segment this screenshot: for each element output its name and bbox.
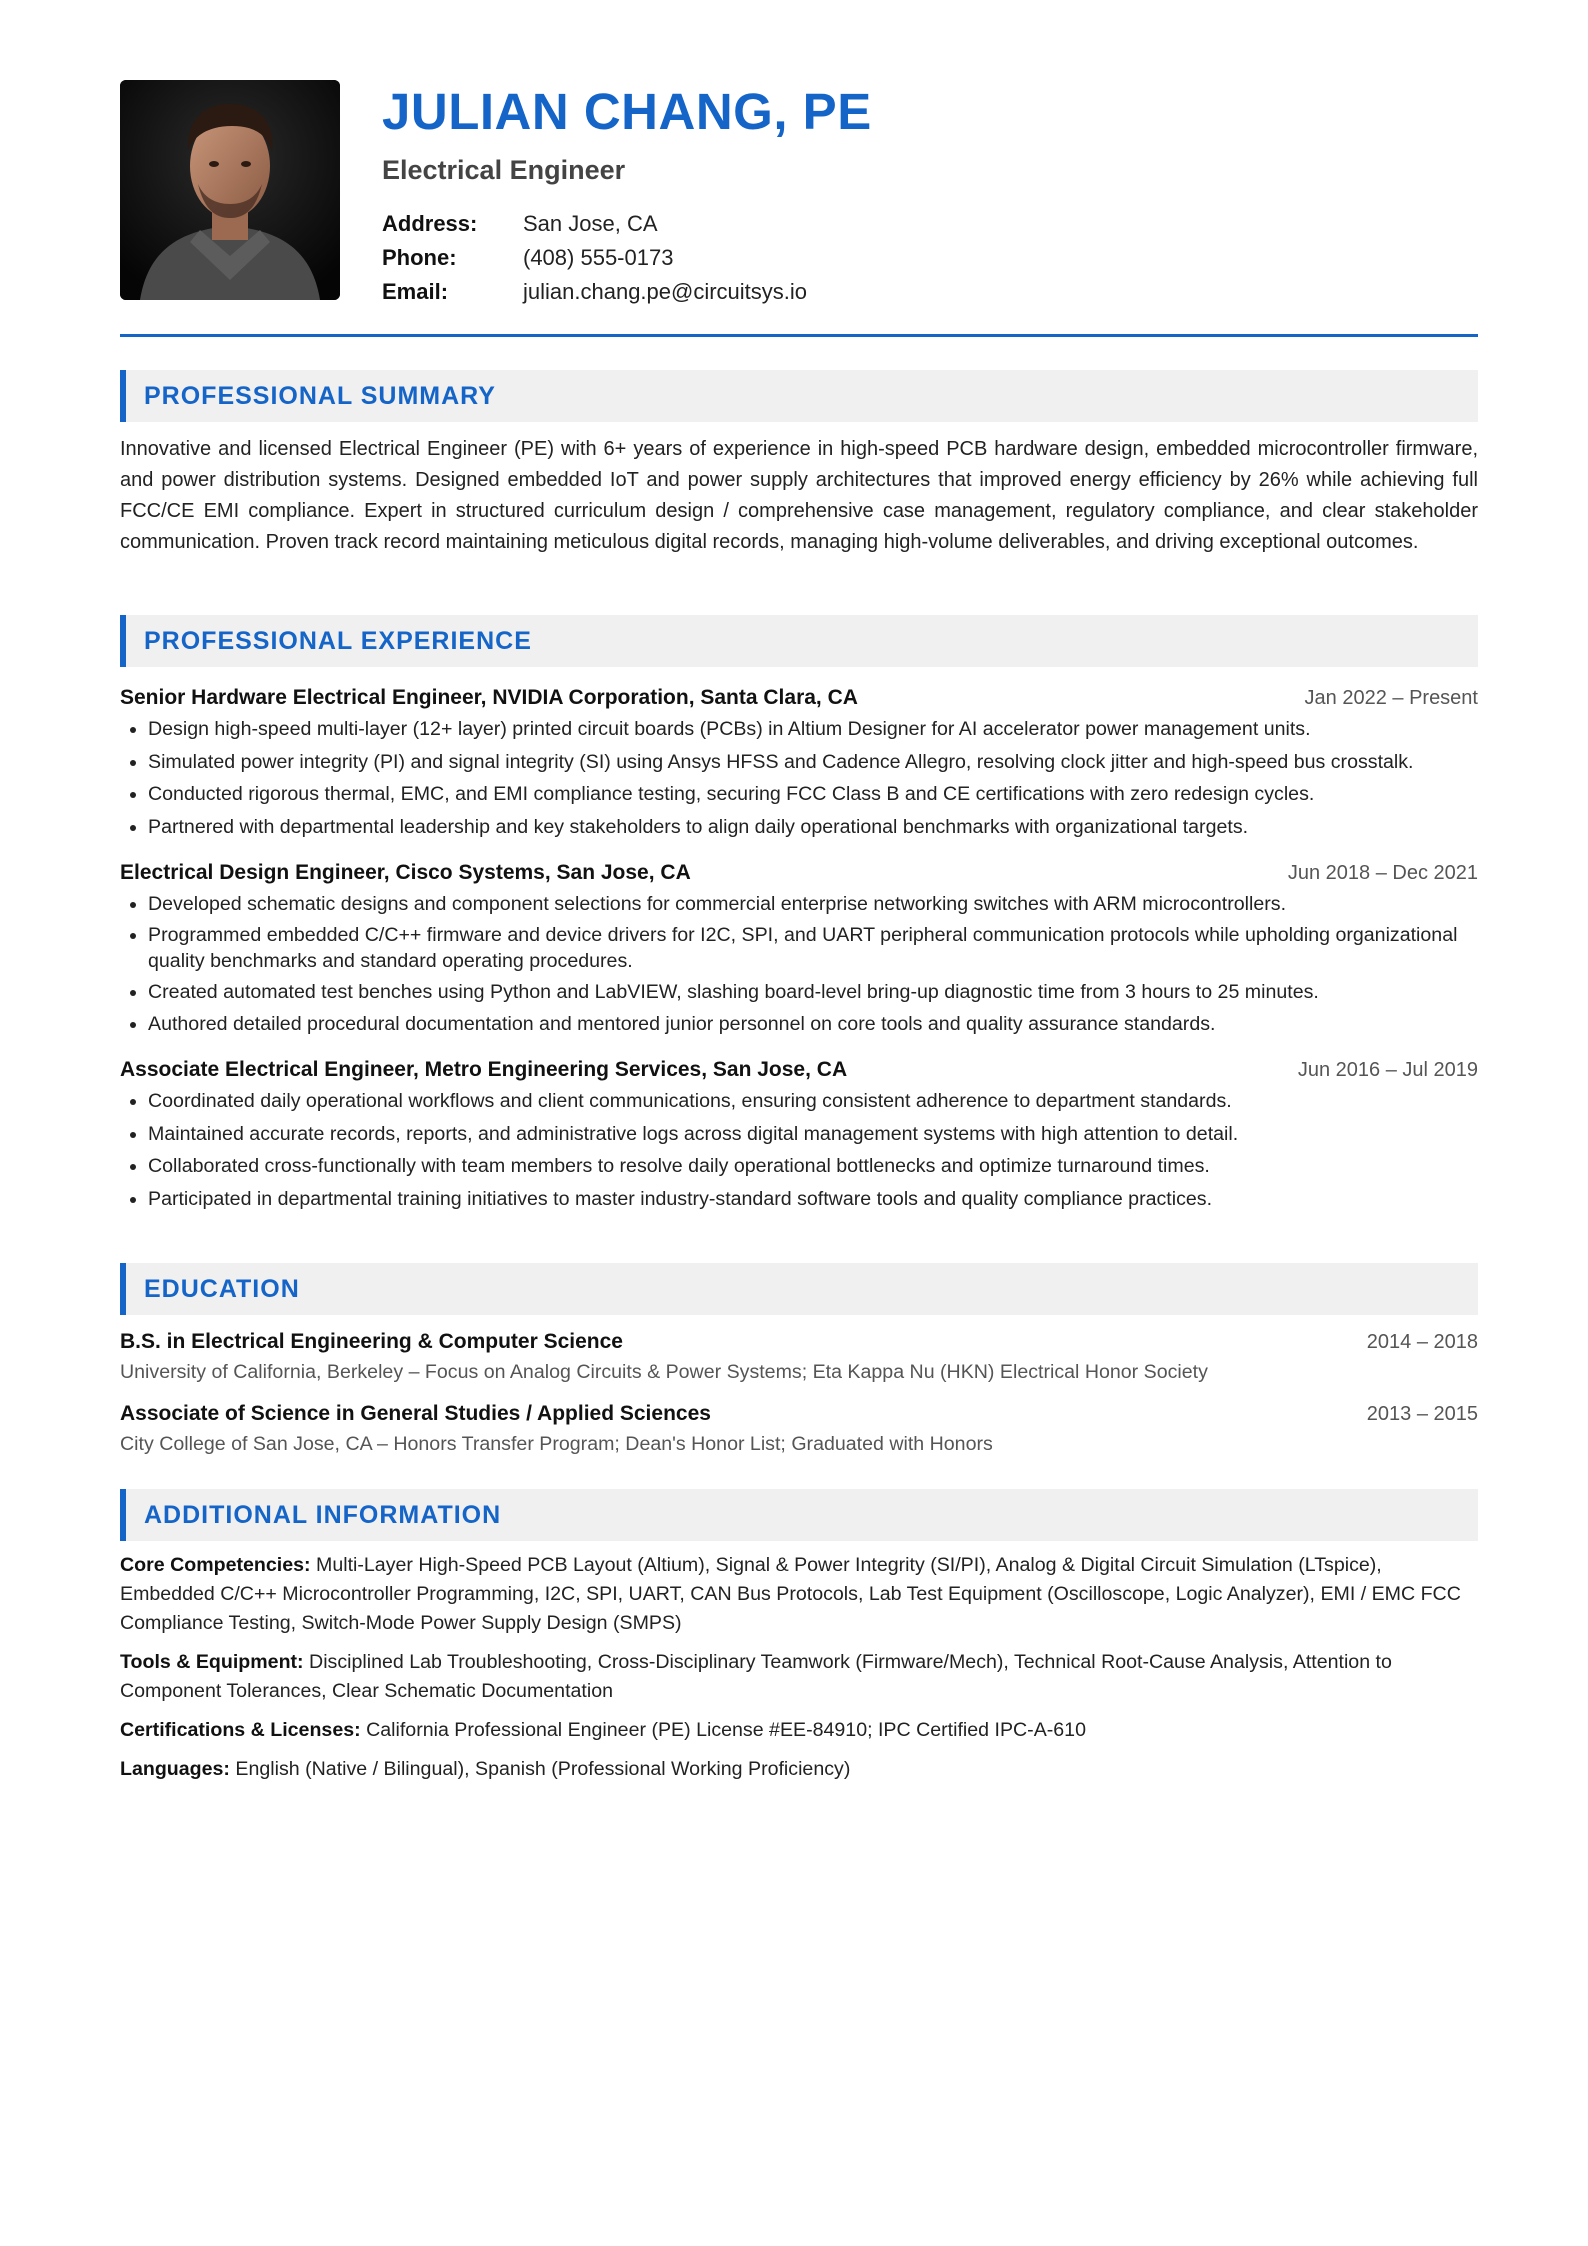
education-entry: [120, 1399, 1478, 1459]
list-item: • Maintained accurate records, reports, and administrative logs across digital management systems with high attention to detail.: [148, 1120, 1478, 1149]
degree-title: B.S. in Electrical Engineering & Computer Science: [120, 1330, 623, 1353]
job-bullets: [120, 715, 1478, 842]
section-heading: EDUCATION: [120, 1263, 1478, 1315]
contact-address: [382, 207, 807, 241]
contact-label: Phone:: [382, 245, 457, 270]
list-item: • Authored detailed procedural documentation and mentored junior personnel on core tools and quality assurance standards.: [148, 1010, 1478, 1039]
summary-section: [120, 370, 1478, 558]
info-label: Certifications & Licenses:: [120, 1719, 361, 1741]
contact-phone: [382, 241, 807, 275]
info-item: [120, 1755, 1478, 1784]
job-title: Associate Electrical Engineer, Metro Engineering Services, San Jose, CA: [120, 1058, 848, 1081]
experience-section: [120, 615, 1478, 1217]
job-bullets: [120, 1087, 1478, 1214]
job-dates: Jan 2022 – Present: [1304, 687, 1478, 709]
contact-label: Address:: [382, 211, 478, 236]
education-entry: [120, 1327, 1478, 1387]
list-item: • Coordinated daily operational workflows and client communications, ensuring consistent adherence to department standards.: [148, 1087, 1478, 1116]
contact-info: [382, 207, 807, 309]
info-item: [120, 1551, 1478, 1638]
info-label: Core Competencies:: [120, 1554, 311, 1576]
list-item: • Collaborated cross-functionally with team members to resolve daily operational bottlenecks and optimize turnaround times.: [148, 1152, 1478, 1181]
job-header: [120, 1055, 1478, 1085]
education-detail: University of California, Berkeley – Focus on Analog Circuits & Power Systems; Eta Kappa Nu (HKN) Electrical Honor Society: [120, 1361, 1208, 1383]
email-value: julian.chang.pe@circuitsys.io: [523, 279, 808, 304]
job-entry: [120, 858, 1478, 1040]
list-item: • Participated in departmental training initiatives to master industry-standard software tools and quality compliance practices.: [148, 1185, 1478, 1214]
list-item: • Conducted rigorous thermal, EMC, and EMI compliance testing, securing FCC Class B and CE certifications with zero redesign cycles.: [148, 780, 1478, 809]
job-bullets: [120, 890, 1478, 1040]
resume-header: [120, 80, 1478, 304]
info-item: [120, 1648, 1478, 1706]
info-text: Multi-Layer High-Speed PCB Layout (Altium), Signal & Power Integrity (SI/PI), Analog & Digital Circuit Simulation (LTspice), Embedded C/C++ Microcontroller Programming, I2C, SPI, UART, CAN Bus Protocols, Lab Test Equipment (Oscilloscope, Logic Analyzer), EMI / EMC FCC Compliance Testing, Switch-Mode Power Supply Design (SMPS): [120, 1554, 1461, 1634]
job-header: [120, 858, 1478, 888]
job-entry: [120, 1055, 1478, 1214]
section-heading: ADDITIONAL INFORMATION: [120, 1489, 1478, 1541]
summary-text: Innovative and licensed Electrical Engineer (PE) with 6+ years of experience in high-speed PCB hardware design, embedded microcontroller firmware, and power distribution systems. Designed embedded IoT and power supply architectures that improved energy efficiency by 26% while achieving full FCC/CE EMI compliance. Expert in structured curriculum design / comprehensive case management, regulatory compliance, and clear stakeholder communication. Proven track record maintaining meticulous digital records, managing high-volume deliverables, and driving exceptional outcomes.: [120, 438, 1478, 553]
info-label: Tools & Equipment:: [120, 1651, 304, 1673]
header-divider: [120, 334, 1478, 337]
degree-title: Associate of Science in General Studies / Applied Sciences: [120, 1402, 711, 1425]
additional-section: [120, 1489, 1478, 1784]
info-item: [120, 1716, 1478, 1745]
candidate-name: JULIAN CHANG, PE: [382, 83, 872, 140]
contact-label: Email:: [382, 279, 449, 304]
education-header: [120, 1327, 1478, 1357]
info-text: Disciplined Lab Troubleshooting, Cross-Disciplinary Teamwork (Firmware/Mech), Technical Root-Cause Analysis, Attention to Component Tolerances, Clear Schematic Documentation: [120, 1651, 1392, 1702]
contact-email: [382, 275, 807, 309]
list-item: • Partnered with departmental leadership and key stakeholders to align daily operational benchmarks with organizational targets.: [148, 813, 1478, 842]
job-title: Electrical Design Engineer, Cisco Systems, San Jose, CA: [120, 860, 691, 884]
list-item: • Design high-speed multi-layer (12+ layer) printed circuit boards (PCBs) in Altium Designer for AI accelerator power management units.: [148, 715, 1478, 744]
info-label: Languages:: [120, 1758, 230, 1780]
job-header: [120, 683, 1478, 713]
list-item: • Developed schematic designs and component selections for commercial enterprise networking switches with ARM microcontrollers.: [148, 890, 1478, 919]
job-entry: [120, 683, 1478, 842]
section-heading: PROFESSIONAL SUMMARY: [120, 370, 1478, 422]
profile-photo: [120, 80, 340, 300]
phone-value: (408) 555-0173: [523, 245, 674, 270]
list-item: • Created automated test benches using Python and LabVIEW, slashing board-level bring-up diagnostic time from 3 hours to 25 minutes.: [148, 978, 1478, 1007]
education-detail: City College of San Jose, CA – Honors Transfer Program; Dean's Honor List; Graduated with Honors: [120, 1433, 993, 1455]
job-dates: Jun 2018 – Dec 2021: [1287, 861, 1478, 884]
education-dates: 2014 – 2018: [1366, 1331, 1478, 1353]
list-item: • Programmed embedded C/C++ firmware and device drivers for I2C, SPI, and UART peripheral communication protocols while upholding organizational quality benchmarks and standard operating procedures.: [148, 922, 1478, 974]
info-text: English (Native / Bilingual), Spanish (Professional Working Proficiency): [235, 1758, 851, 1780]
job-title: Senior Hardware Electrical Engineer, NVIDIA Corporation, Santa Clara, CA: [120, 686, 858, 709]
job-title-heading: Electrical Engineer: [382, 155, 626, 185]
address-value: San Jose, CA: [523, 211, 658, 236]
job-dates: Jun 2016 – Jul 2019: [1297, 1059, 1478, 1081]
info-text: California Professional Engineer (PE) License #EE-84910; IPC Certified IPC-A-610: [366, 1719, 1086, 1741]
education-header: [120, 1399, 1478, 1429]
education-section: [120, 1263, 1478, 1459]
education-dates: 2013 – 2015: [1366, 1403, 1478, 1425]
list-item: • Simulated power integrity (PI) and signal integrity (SI) using Ansys HFSS and Cadence Allegro, resolving clock jitter and high-speed bus crosstalk.: [148, 748, 1478, 777]
section-heading: PROFESSIONAL EXPERIENCE: [120, 615, 1478, 667]
